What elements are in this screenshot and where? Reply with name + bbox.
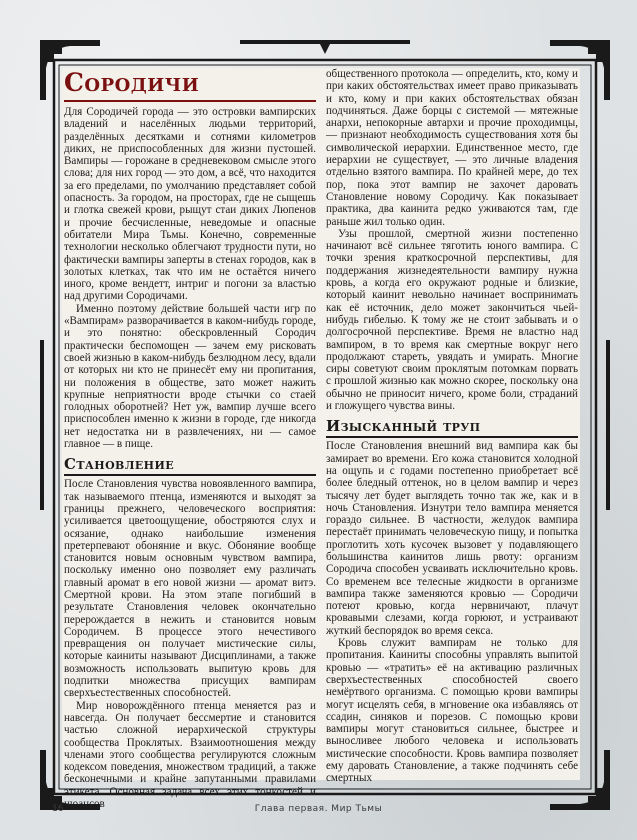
paragraph: Для Сородичей города — это островки вампирских владений и населённых людьми территорий, разделённых десятками и сотнями километров диких, не приспособленных для жизни пустошей. Вампиры — горожане в средневековом смысле этого слова; для них город — это дом, а всё, что находится за его пределами, по умолчанию представляет собой опасность. За городом, на просторах, где не сыщешь и глотка свежей крови, рыщут стаи диких Люпенов и прочие бесчисленные, неведомые и опасные обитатели Мира Тьмы. Конечно, современные технологии несколько облегчают трудности пути, но фактически вампиры заперты в стенах городов, как в золотых клетках, так что им не остаётся ничего иного, кроме вендетт, интриг и погони за властью над другими Сородичами. <box>64 106 316 303</box>
section-heading-becoming: Становление <box>64 456 316 476</box>
title-underline <box>64 100 316 102</box>
paragraph: Узы прошлой, смертной жизни постепенно начинают всё сильнее тяготить юного вампира. С точки зрения краткосрочной перспективы, для поддержания жизнедеятельности вампиру нужна кровь, а когда его окружают родные и близкие, который каинит невольно начинает воспринимать как её источник, дело может закончиться чьей-нибудь гибелью. К тому же не стоит забывать и о долгосрочной перспективе. Время не властно над вампиром, в то время как смертные вокруг него продолжают стареть, увядать и умирать. Многие сиры советуют своим проклятым потомкам порвать с прошлой жизнью как можно скорее, поскольку она обычно не приносит ничего, кроме боли, страданий и гложущего чувства вины. <box>326 227 578 413</box>
page-title: Сородичи <box>64 68 200 97</box>
page-number: 16 <box>52 804 64 814</box>
paragraph: Мир новорождённого птенца меняется раз и навсегда. Он получает бессмертие и становится частью сложной иерархической структуры сообщества Проклятых. Взаимоотношения между членами этого сообщества регулируются сложным кодексом поведения, множеством традиций, а также бесконечными и крайне запутанными правилами этикета. Основная задача всех этих тонкостей и нюансов <box>64 699 316 811</box>
paragraph: Кровь служит вампирам не только для пропитания. Каиниты способны управлять выпитой кровью — «тратить» её на активацию различных сверхъестественных способностей своего немёртвого организма. С помощью крови вампиры могут исцелять себя, в мгновение ока избавляясь от ссадин, синяков и порезов. С помощью крови вампиры могут становиться сильнее, быстрее и выносливее любого человека и использовать мистические способности. Кровь вампира позволяет ему даровать Становление, а также подчинять себе смертных <box>326 637 578 785</box>
paragraph: общественного протокола — определить, кто, кому и при каких обстоятельствах имеет право приказывать и кто, кому и при каких обстоятельствах обязан подчиняться. Даже борцы с системой — мятежные анархи, непокорные автархи и прочие проходимцы, — признают необходимость существования хотя бы символической иерархии. Единственное место, где иерархии не существует, — это личные владения отдельно взятого вампира. По крайней мере, до тех пор, пока этот вампир не захочет даровать Становление новому Сородичу. Как показывает практика, два каинита редко уживаются там, где раньше жил только один. <box>326 68 578 228</box>
chapter-title: Глава первая. Мир Тьмы <box>254 804 383 814</box>
paragraph: После Становления внешний вид вампира как бы замирает во времени. Его кожа становится холодной на ощупь и с годами постепенно приобретает всё более бледный оттенок, но в целом вампир и через тысячу лет будет выглядеть точно так же, как и в ночь Становления. Изнутри тело вампира меняется гораздо сильнее. В частности, желудок вампира перестаёт принимать человеческую пищу, и попытка проглотить хоть кусочек вызовет у подавляющего большинства каинитов лишь рвоту: организм Сородича способен усваивать исключительно кровь. Со временем все телесные жидкости в организме вампира также заменяются кровью — Сородичи потеют кровью, когда нервничают, плачут кровавыми слезами, когда горюют, и устраивают жуткий беспорядок во время секса. <box>326 440 578 637</box>
section-heading-exquisite-corpse: Изысканный труп <box>326 418 578 438</box>
left-column <box>64 68 316 811</box>
right-column <box>326 68 578 785</box>
paragraph: После Становления чувства новоявленного вампира, так называемого птенца, изменяются и выходят за границы прежнего, человеческого восприятия: усиливается цветоощущение, обостряются слух и осязание, однако наибольшие изменения претерпевают обоняние и вкус. Обоняние вообще становится новым основным чувством вампира, поскольку именно оно позволяет ему различать главный аромат в его новой жизни — аромат витэ. Смертной крови. На этом этапе погибший в результате Становления человек окончательно перерождается в нежить и становится новым Сородичем. В процессе этого нечестивого превращения он получает мистические силы, которые каиниты называют Дисциплинами, а также возможность использовать выпитую кровь для подпитки множества присущих вампирам сверхъестественных способностей. <box>64 478 316 700</box>
paragraph: Именно поэтому действие большей части игр по «Вампирам» разворачивается в каком-нибудь городе, и это понятно: обескровленный Сородич практически беспомощен — зачем ему рисковать своей жизнью в каком-нибудь безлюдном лесу, вдали от которых ни кто не принесёт ему ни пропитания, ни положения в обществе, зато может нажить крупные неприятности вроде стычки со стаей голодных оборотней? Нет уж, вампир лучше всего приспособлен именно к жизни в городе, где никогда нет недостатка ни в развлечениях, ни — самое главное — в пище. <box>64 302 316 451</box>
page-footer <box>0 804 637 824</box>
